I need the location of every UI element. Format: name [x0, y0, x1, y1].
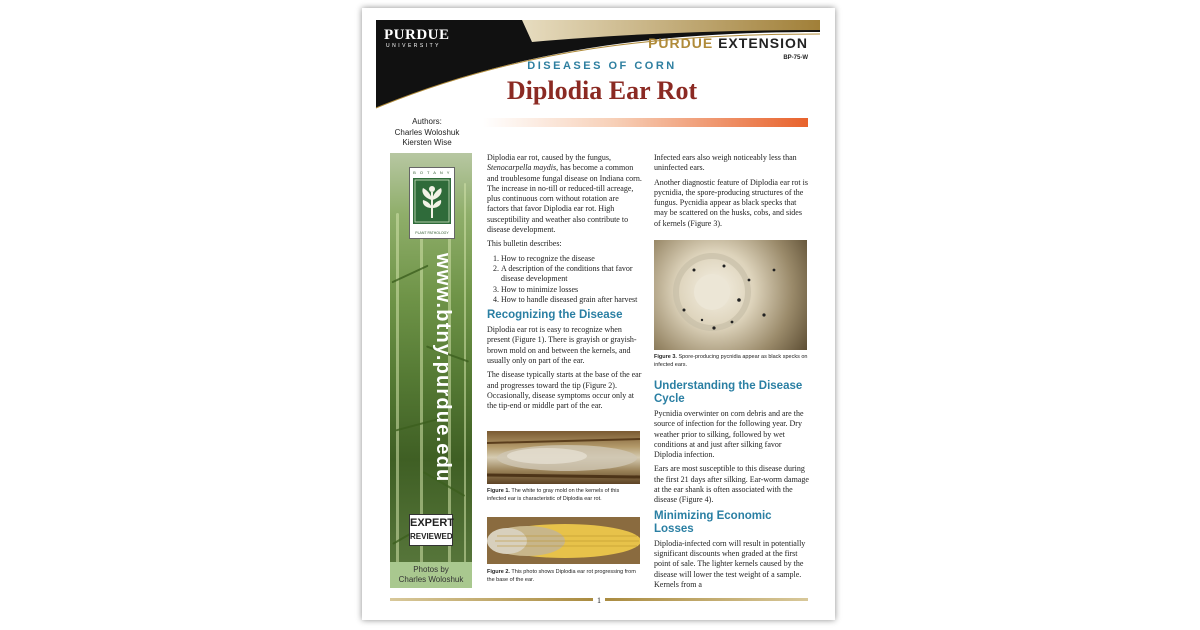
page-number: 1: [593, 596, 605, 605]
figure-1-image: [487, 431, 640, 484]
extension-extension: EXTENSION: [718, 35, 808, 51]
extension-purdue: PURDUE: [648, 35, 714, 51]
understanding-paragraph-2: Ears are most susceptible to this disease during the first 21 days after silking. Ear-worm damage at the ear shank is often associated with the disease (Figure 4).: [654, 464, 809, 505]
photo-credit: [390, 562, 472, 588]
sidebar-corn-photo: [390, 153, 472, 562]
pycnidia-paragraph: Another diagnostic feature of Diplodia ear rot is pycnidia, the spore-producing structures of the fungus. Pycnidia appear as black specks that may be scattered on the husks, cobs, and sides of kernels (Figure 3).: [654, 177, 808, 228]
logo-sub-text: UNIVERSITY: [386, 43, 442, 49]
recognizing-paragraph-1: Diplodia ear rot is easy to recognize when present (Figure 1). There is grayish or grayish-brown mold on and between the kernels, and usually only on part of the ear.: [487, 325, 637, 366]
expert-badge-line1: EXPERT: [410, 517, 455, 529]
expert-badge-line2: REVIEWED: [410, 532, 453, 541]
list-item: 3. How to minimize losses: [501, 285, 642, 295]
heading-understanding: Understanding the Disease Cycle: [654, 380, 803, 405]
heading-minimizing: Minimizing Economic Losses: [654, 509, 772, 535]
author-name: Charles Woloshuk: [394, 127, 460, 137]
list-item: 1. How to recognize the disease: [501, 254, 642, 264]
figure-2-label: Figure 2.: [487, 569, 510, 575]
heading-recognizing: Recognizing the Disease: [487, 309, 623, 322]
bulletin-page: [362, 8, 835, 620]
text-column-right: [654, 153, 809, 233]
botany-logo-bottom-text: PLANT PATHOLOGY: [415, 231, 449, 235]
weight-paragraph: Infected ears also weigh noticeably less than uninfected ears.: [654, 153, 797, 173]
figure-1-label: Figure 1.: [487, 488, 510, 494]
plant-emblem-icon: [413, 178, 451, 224]
intro-paragraph: Diplodia ear rot, caused by the fungus, Stenocarpella maydis, has become a common and troublesome fungal disease on Indiana corn. The increase in no-till or reduced-till acreage, plus continuous corn without rotation are factors that favor Diplodia ear rot. High susceptibility and weather also contribute to disease development.: [487, 153, 642, 235]
topics-list: [487, 254, 642, 305]
purdue-university-logo: [384, 28, 450, 49]
botany-logo-top-text: B O T A N Y: [413, 170, 451, 175]
title-gradient-bar: [483, 118, 808, 127]
logo-main-text: PURDUE: [384, 27, 450, 43]
author-name: Kiersten Wise: [402, 138, 452, 147]
purdue-extension-wordmark: [648, 35, 808, 51]
publication-code: BP-75-W: [783, 55, 808, 61]
list-item: 2. A description of the conditions that favor disease development: [501, 264, 642, 285]
text-column-right-lower: [654, 376, 809, 594]
describes-label: This bulletin describes:: [487, 239, 562, 249]
website-url: www.btny.purdue.edu: [432, 253, 454, 483]
understanding-paragraph-1: Pycnidia overwinter on corn debris and are the source of infection for the following year. Dry weather prior to silking, followed by wet conditions at and just after silking favor Diplodia infection.: [654, 409, 804, 460]
species-name: Stenocarpella maydis: [487, 163, 557, 173]
page-title: Diplodia Ear Rot: [506, 76, 698, 105]
photo-credit-line2: Charles Woloshuk: [398, 575, 464, 584]
text-column-left: [487, 153, 642, 416]
authors-label: Authors:: [412, 117, 442, 126]
figure-3-label: Figure 3.: [654, 354, 677, 360]
figure-2-caption: Figure 2. This photo shows Diplodia ear rot progressing from the base of the ear.: [487, 569, 636, 583]
photo-credit-line1: Photos by: [413, 565, 449, 574]
authors-block: [387, 117, 467, 149]
figure-1-caption: Figure 1. The white to gray mold on the kernels of this infected ear is characteristic of Diplodia ear rot.: [487, 488, 620, 502]
series-title: DISEASES OF CORN: [527, 60, 677, 72]
botany-plant-pathology-logo: [409, 167, 455, 239]
recognizing-paragraph-2: The disease typically starts at the base of the ear and progresses toward the tip (Figure 2). Occasionally, disease symptoms occur only at the tip-end or middle part of the ear.: [487, 370, 642, 411]
list-item: 4. How to handle diseased grain after harvest: [501, 295, 642, 305]
figure-2-image: [487, 517, 640, 564]
minimizing-paragraph-1: Diplodia-infected corn will result in potentially significant discounts when graded at the first point of sale. The lighter kernels caused by the disease will lower the test weight of a sample. Kernels from a: [654, 538, 806, 589]
figure-3-caption: Figure 3. Spore-producing pycnidia appear as black specks on infected ears.: [654, 354, 808, 368]
expert-reviewed-badge: [409, 514, 453, 546]
figure-3-image: [654, 240, 807, 350]
